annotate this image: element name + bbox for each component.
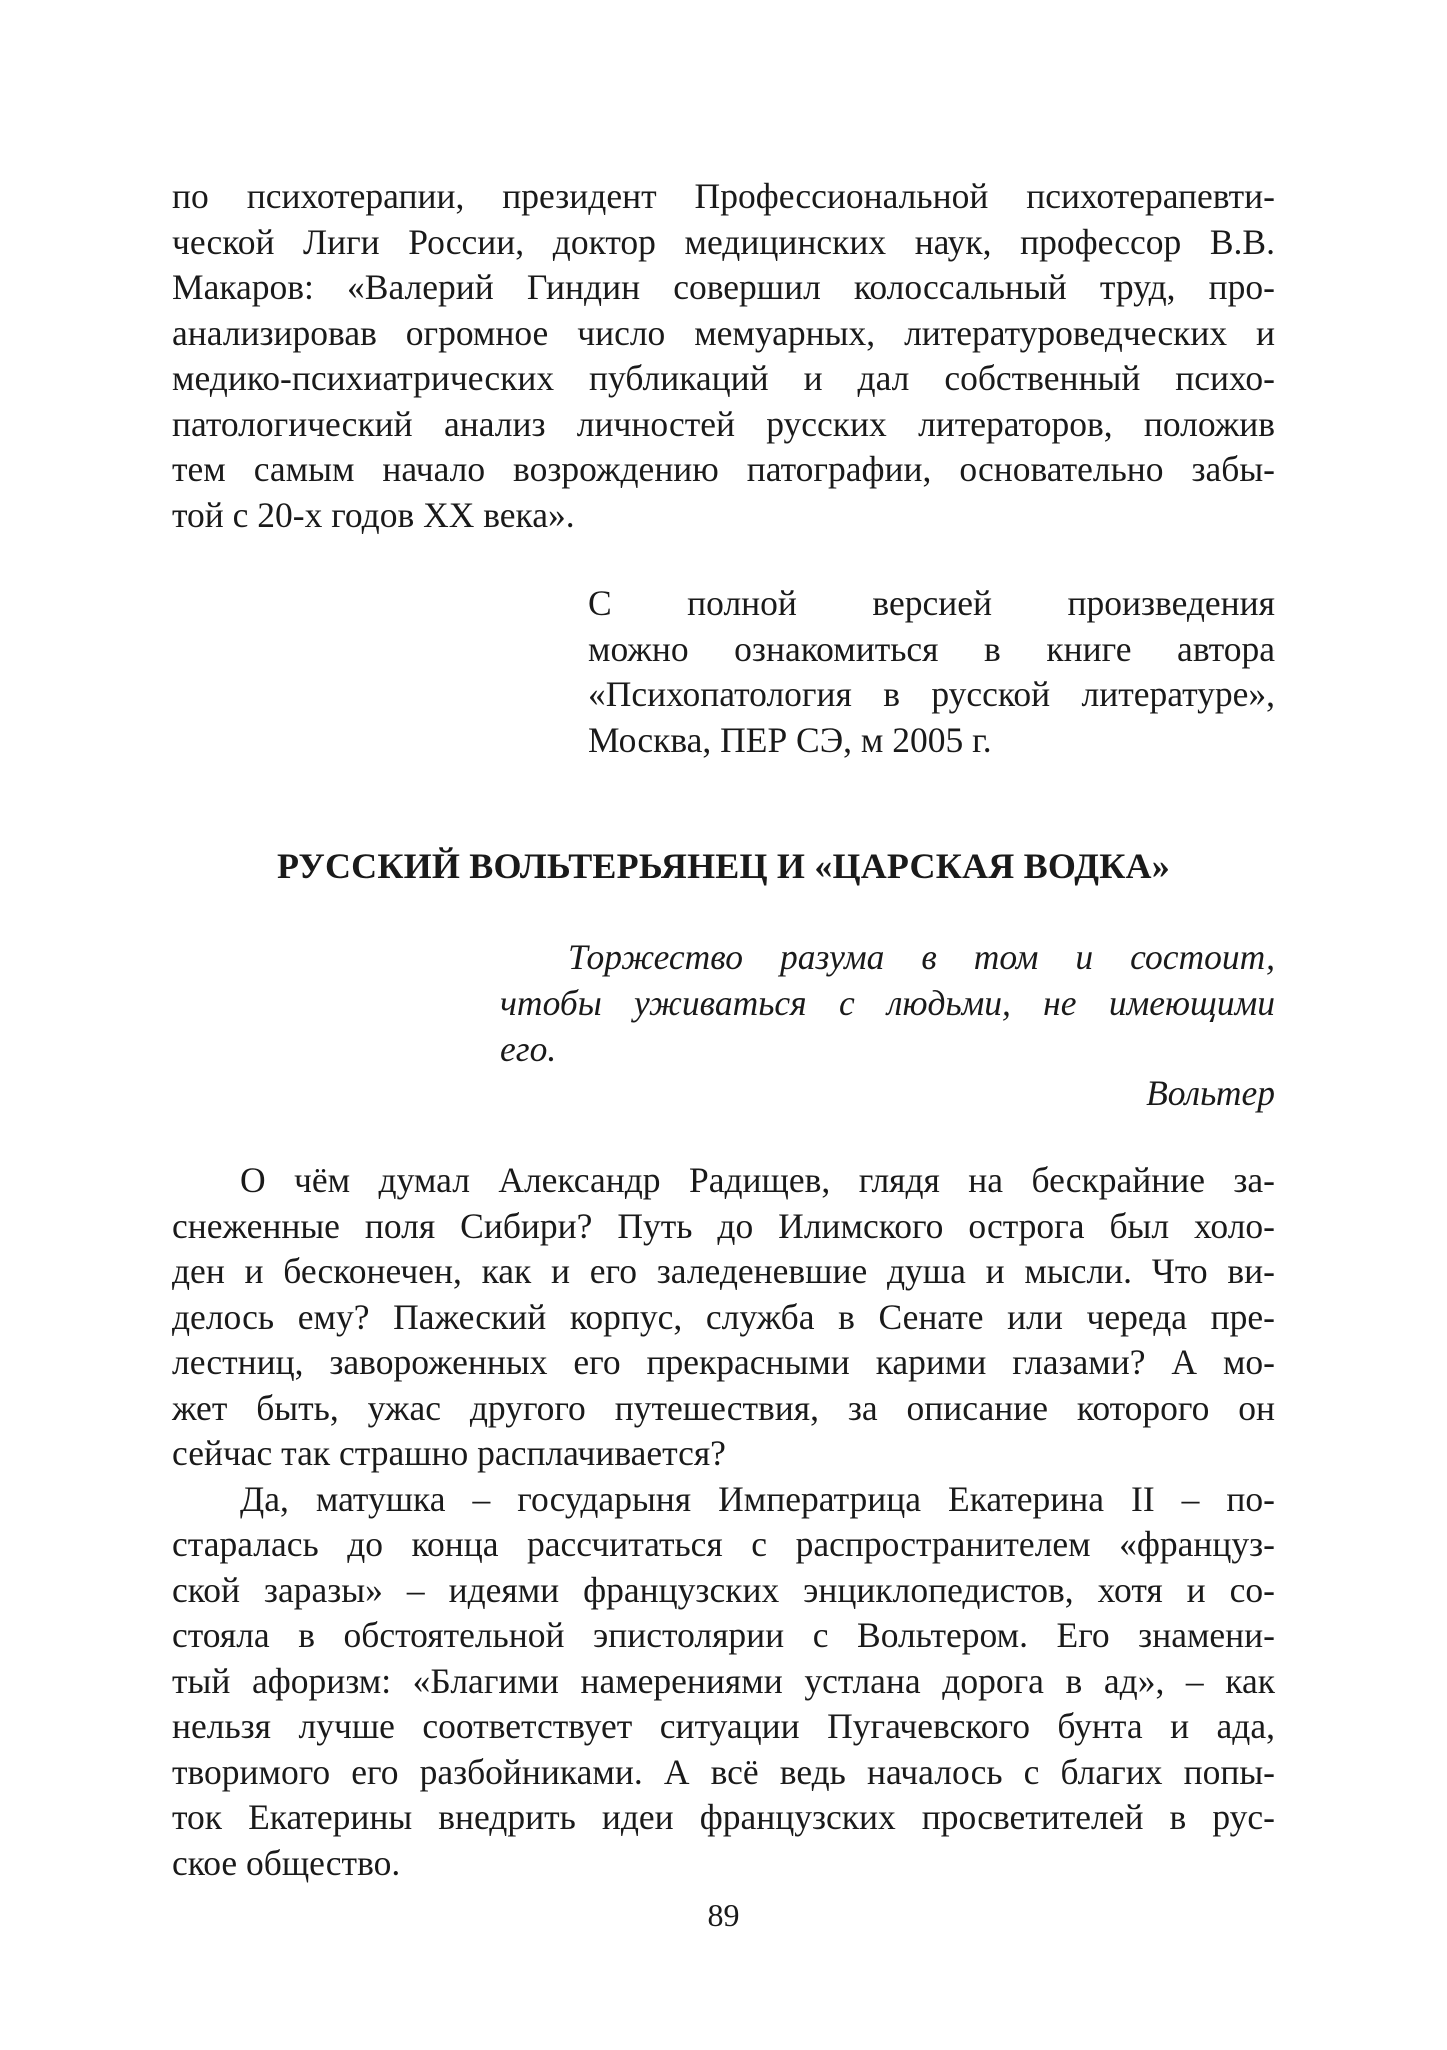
epigraph-line: Торжество разума в том и состоит, [568,937,1275,977]
intro-line: медико-психиатрических публикаций и дал собственный психо- [172,358,1275,398]
intro-line: Макаров: «Валерий Гиндин совершил колоссальный труд, про- [172,267,1275,307]
source-note-line: можно ознакомиться в книге автора [588,628,1275,669]
body-line: ское общество. [172,1842,401,1883]
body-line: лестниц, завороженных его прекрасными карими глазами? А мо- [172,1342,1275,1382]
body-line: тый афоризм: «Благими намерениями устлана дорога в ад», – как [172,1660,1275,1701]
body-line: ток Екатерины внедрить идеи французских просветителей в рус- [172,1797,1275,1837]
source-note-line: Москва, ПЕР СЭ, м 2005 г. [588,719,992,760]
body-line: Да, матушка – государыня Императрица Екатерина II – по- [240,1478,1275,1519]
body-line: ской заразы» – идеями французских энциклопедистов, хотя и со- [172,1569,1275,1610]
body-line: стояла в обстоятельной эпистолярии с Вольтером. Его знамени- [172,1615,1275,1655]
body-line: нельзя лучше соответствует ситуации Пугачевского бунта и ада, [172,1706,1275,1746]
body-line: снеженные поля Сибири? Путь до Илимского острога был холо- [172,1205,1275,1246]
source-note-line: С полной версией произведения [588,583,1275,623]
body-text [172,1158,1275,1886]
source-note [588,581,1275,763]
intro-line: той с 20-х годов XX века». [172,494,575,535]
body-line: ден и бесконечен, как и его заледеневшие душа и мысли. Что ви- [172,1251,1275,1291]
body-line: творимого его разбойниками. А всё ведь началось с благих попы- [172,1751,1275,1792]
body-line: делось ему? Пажеский корпус, служба в Сенате или череда пре- [172,1296,1275,1337]
intro-paragraph [172,174,1275,538]
epigraph-line: чтобы уживаться с людьми, не имеющими [500,983,1275,1023]
epigraph [500,934,1275,1072]
intro-line: патологический анализ личностей русских литераторов, положив [172,403,1275,444]
intro-line: ческой Лиги России, доктор медицинских наук, профессор В.В. [172,221,1275,262]
body-line: жет быть, ужас другого путешествия, за описание которого он [172,1387,1275,1428]
intro-line: тем самым начало возрождению патографии, основательно забы- [172,449,1275,489]
intro-line: по психотерапии, президент Профессиональной психотерапевти- [172,176,1275,216]
section-title: РУССКИЙ ВОЛЬТЕРЬЯНЕЦ И «ЦАРСКАЯ ВОДКА» [277,846,1170,886]
source-note-line: «Психопатология в русской литературе», [588,674,1275,714]
intro-line: анализировав огромное число мемуарных, литературоведческих и [172,312,1275,353]
page-number: 89 [707,1897,740,1933]
epigraph-author: Вольтер [1146,1073,1275,1113]
body-line: О чём думал Александр Радищев, глядя на бескрайние за- [240,1160,1275,1200]
body-line: сейчас так страшно расплачивается? [172,1433,726,1473]
epigraph-line: его. [500,1029,557,1069]
body-line: старалась до конца рассчитаться с распространителем «француз- [172,1524,1275,1564]
